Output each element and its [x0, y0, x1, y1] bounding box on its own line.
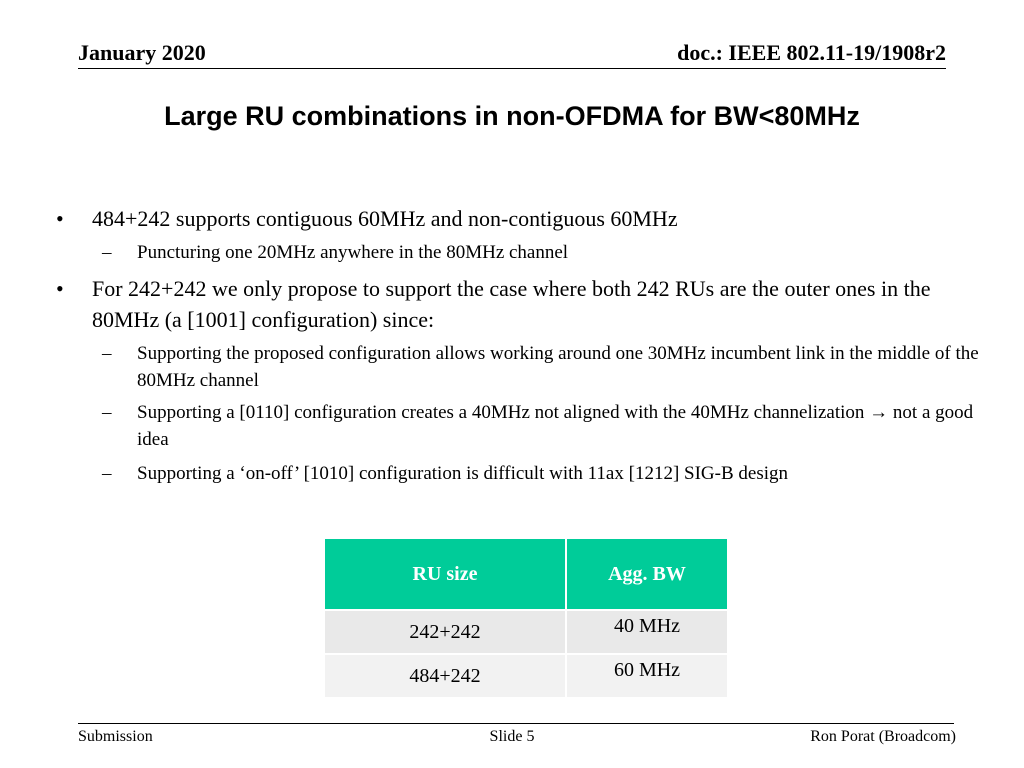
ru-combination-table	[323, 537, 729, 699]
bullet-item	[56, 203, 972, 234]
sub-bullet-text: Supporting a [0110] configuration creates a 40MHz not aligned with the 40MHz channelization → not a good idea	[137, 402, 974, 450]
bullet-text: 484+242 supports contiguous 60MHz and non-contiguous 60MHz	[92, 206, 678, 231]
sub-bullet-text: Puncturing one 20MHz anywhere in the 80MHz channel	[137, 242, 569, 263]
footer-author: Ron Porat (Broadcom)	[810, 728, 956, 745]
bullet-marker: •	[56, 276, 64, 301]
table-cell-ru-size: 484+242	[324, 654, 566, 698]
dash-marker: –	[102, 242, 112, 263]
table-header-row	[324, 538, 728, 610]
sub-bullet-item	[102, 460, 987, 487]
header-divider	[78, 68, 946, 69]
column-header-agg-bw: Agg. BW	[566, 538, 728, 610]
slide-title: Large RU combinations in non-OFDMA for BW<80MHz	[164, 101, 860, 131]
footer-slide-number: Slide 5	[489, 728, 535, 745]
table-row	[324, 654, 728, 698]
table-row	[324, 610, 728, 654]
dash-marker: –	[102, 402, 112, 423]
bullet-text: For 242+242 we only propose to support the case where both 242 RUs are the outer ones in the 80MHz (a [1001] configuration) since:	[92, 276, 931, 332]
dash-marker: –	[102, 463, 112, 484]
footer-submission: Submission	[78, 728, 153, 745]
sub-bullet-text: Supporting the proposed configuration allows working around one 30MHz incumbent link in the middle of the 80MHz channel	[137, 343, 979, 391]
footer-divider	[78, 723, 954, 724]
sub-bullet-item	[102, 340, 987, 394]
sub-bullet-item	[102, 399, 987, 453]
header-date: January 2020	[78, 40, 206, 65]
column-header-ru-size: RU size	[324, 538, 566, 610]
table-cell-agg-bw: 60 MHz	[566, 654, 728, 698]
bullet-marker: •	[56, 206, 64, 231]
sub-bullet-item	[102, 239, 987, 266]
table-cell-agg-bw: 40 MHz	[566, 610, 728, 654]
bullet-item	[56, 273, 972, 335]
table-cell-ru-size: 242+242	[324, 610, 566, 654]
dash-marker: –	[102, 343, 112, 364]
header-doc-number: doc.: IEEE 802.11-19/1908r2	[677, 40, 946, 65]
sub-bullet-text: Supporting a ‘on-off’ [1010] configuration is difficult with 11ax [1212] SIG-B design	[137, 463, 788, 484]
